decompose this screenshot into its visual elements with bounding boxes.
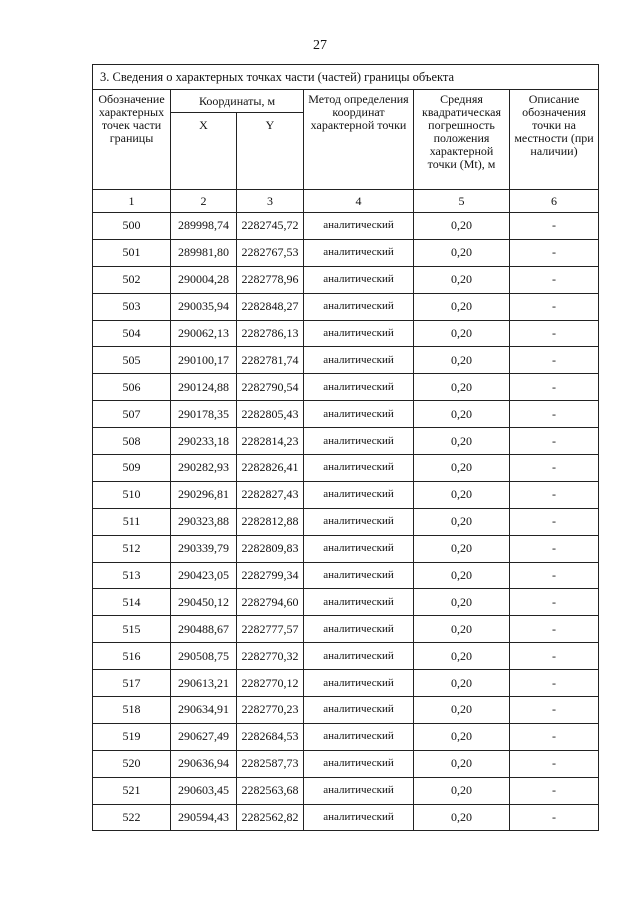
table-row	[93, 239, 599, 266]
table-row	[93, 616, 599, 643]
description-cell: -	[510, 562, 599, 589]
method-cell: аналитический	[304, 266, 414, 293]
method-cell: аналитический	[304, 804, 414, 831]
boundary-points-table	[92, 64, 599, 831]
table-row	[93, 428, 599, 455]
method-cell: аналитический	[304, 508, 414, 535]
y-coordinate-cell: 2282790,54	[237, 374, 304, 401]
column-number: 4	[304, 190, 414, 213]
y-coordinate-cell: 2282684,53	[237, 723, 304, 750]
point-number-cell: 516	[93, 643, 171, 670]
x-coordinate-cell: 290323,88	[171, 508, 237, 535]
error-cell: 0,20	[414, 428, 510, 455]
point-number-cell: 518	[93, 697, 171, 724]
y-coordinate-cell: 2282587,73	[237, 750, 304, 777]
error-cell: 0,20	[414, 723, 510, 750]
y-coordinate-cell: 2282809,83	[237, 535, 304, 562]
header-description: Описание обозначения точки на местности (при наличии)	[510, 90, 599, 190]
column-number: 1	[93, 190, 171, 213]
description-cell: -	[510, 320, 599, 347]
y-coordinate-cell: 2282799,34	[237, 562, 304, 589]
table-row	[93, 508, 599, 535]
description-cell: -	[510, 643, 599, 670]
method-cell: аналитический	[304, 723, 414, 750]
error-cell: 0,20	[414, 320, 510, 347]
point-number-cell: 501	[93, 239, 171, 266]
point-number-cell: 507	[93, 401, 171, 428]
point-number-cell: 520	[93, 750, 171, 777]
y-coordinate-cell: 2282777,57	[237, 616, 304, 643]
x-coordinate-cell: 290004,28	[171, 266, 237, 293]
method-cell: аналитический	[304, 697, 414, 724]
method-cell: аналитический	[304, 239, 414, 266]
description-cell: -	[510, 347, 599, 374]
point-number-cell: 504	[93, 320, 171, 347]
method-cell: аналитический	[304, 293, 414, 320]
table-row	[93, 804, 599, 831]
header-error: Средняя квадратическая погрешность положения характерной точки (Mt), м	[414, 90, 510, 190]
table-row	[93, 401, 599, 428]
y-coordinate-cell: 2282812,88	[237, 508, 304, 535]
error-cell: 0,20	[414, 374, 510, 401]
error-cell: 0,20	[414, 670, 510, 697]
description-cell: -	[510, 697, 599, 724]
point-number-cell: 506	[93, 374, 171, 401]
description-cell: -	[510, 481, 599, 508]
error-cell: 0,20	[414, 239, 510, 266]
section-title: 3. Сведения о характерных точках части (частей) границы объекта	[93, 65, 599, 90]
table-row	[93, 589, 599, 616]
x-coordinate-cell: 290124,88	[171, 374, 237, 401]
header-row-1	[93, 90, 599, 113]
table-row	[93, 670, 599, 697]
x-coordinate-cell: 290233,18	[171, 428, 237, 455]
x-coordinate-cell: 290508,75	[171, 643, 237, 670]
point-number-cell: 513	[93, 562, 171, 589]
table-row	[93, 320, 599, 347]
description-cell: -	[510, 239, 599, 266]
page-number: 27	[313, 38, 327, 53]
x-coordinate-cell: 290603,45	[171, 777, 237, 804]
x-coordinate-cell: 290100,17	[171, 347, 237, 374]
description-cell: -	[510, 293, 599, 320]
table-row	[93, 213, 599, 240]
error-cell: 0,20	[414, 293, 510, 320]
error-cell: 0,20	[414, 697, 510, 724]
x-coordinate-cell: 290594,43	[171, 804, 237, 831]
error-cell: 0,20	[414, 213, 510, 240]
x-coordinate-cell: 290634,91	[171, 697, 237, 724]
y-coordinate-cell: 2282826,41	[237, 455, 304, 482]
point-number-cell: 511	[93, 508, 171, 535]
table-row	[93, 750, 599, 777]
header-point-designation: Обозначение характерных точек части границы	[93, 90, 171, 190]
point-number-cell: 512	[93, 535, 171, 562]
y-coordinate-cell: 2282794,60	[237, 589, 304, 616]
table-row	[93, 481, 599, 508]
table-row	[93, 562, 599, 589]
description-cell: -	[510, 428, 599, 455]
method-cell: аналитический	[304, 374, 414, 401]
description-cell: -	[510, 723, 599, 750]
x-coordinate-cell: 290636,94	[171, 750, 237, 777]
method-cell: аналитический	[304, 401, 414, 428]
error-cell: 0,20	[414, 508, 510, 535]
table-row	[93, 374, 599, 401]
column-number: 2	[171, 190, 237, 213]
section-title-row	[93, 65, 599, 90]
method-cell: аналитический	[304, 643, 414, 670]
description-cell: -	[510, 804, 599, 831]
description-cell: -	[510, 508, 599, 535]
column-number: 5	[414, 190, 510, 213]
error-cell: 0,20	[414, 401, 510, 428]
y-coordinate-cell: 2282786,13	[237, 320, 304, 347]
y-coordinate-cell: 2282767,53	[237, 239, 304, 266]
point-number-cell: 514	[93, 589, 171, 616]
point-number-cell: 509	[93, 455, 171, 482]
error-cell: 0,20	[414, 562, 510, 589]
method-cell: аналитический	[304, 535, 414, 562]
x-coordinate-cell: 290627,49	[171, 723, 237, 750]
method-cell: аналитический	[304, 777, 414, 804]
error-cell: 0,20	[414, 455, 510, 482]
y-coordinate-cell: 2282745,72	[237, 213, 304, 240]
point-number-cell: 505	[93, 347, 171, 374]
point-number-cell: 500	[93, 213, 171, 240]
x-coordinate-cell: 290339,79	[171, 535, 237, 562]
x-coordinate-cell: 290423,05	[171, 562, 237, 589]
description-cell: -	[510, 616, 599, 643]
error-cell: 0,20	[414, 777, 510, 804]
method-cell: аналитический	[304, 428, 414, 455]
description-cell: -	[510, 401, 599, 428]
description-cell: -	[510, 266, 599, 293]
x-coordinate-cell: 290178,35	[171, 401, 237, 428]
y-coordinate-cell: 2282781,74	[237, 347, 304, 374]
method-cell: аналитический	[304, 750, 414, 777]
point-number-cell: 521	[93, 777, 171, 804]
method-cell: аналитический	[304, 455, 414, 482]
y-coordinate-cell: 2282563,68	[237, 777, 304, 804]
point-number-cell: 510	[93, 481, 171, 508]
description-cell: -	[510, 374, 599, 401]
x-coordinate-cell: 290613,21	[171, 670, 237, 697]
point-number-cell: 502	[93, 266, 171, 293]
method-cell: аналитический	[304, 347, 414, 374]
error-cell: 0,20	[414, 481, 510, 508]
x-coordinate-cell: 290035,94	[171, 293, 237, 320]
column-numbers-row	[93, 190, 599, 213]
description-cell: -	[510, 589, 599, 616]
description-cell: -	[510, 750, 599, 777]
y-coordinate-cell: 2282805,43	[237, 401, 304, 428]
column-number: 6	[510, 190, 599, 213]
x-coordinate-cell: 290282,93	[171, 455, 237, 482]
point-number-cell: 522	[93, 804, 171, 831]
x-coordinate-cell: 290450,12	[171, 589, 237, 616]
x-coordinate-cell: 289998,74	[171, 213, 237, 240]
x-coordinate-cell: 290488,67	[171, 616, 237, 643]
y-coordinate-cell: 2282562,82	[237, 804, 304, 831]
error-cell: 0,20	[414, 750, 510, 777]
header-x: X	[171, 113, 237, 190]
y-coordinate-cell: 2282770,12	[237, 670, 304, 697]
x-coordinate-cell: 290296,81	[171, 481, 237, 508]
method-cell: аналитический	[304, 320, 414, 347]
x-coordinate-cell: 289981,80	[171, 239, 237, 266]
header-coordinates: Координаты, м	[171, 90, 304, 113]
table-row	[93, 455, 599, 482]
y-coordinate-cell: 2282770,32	[237, 643, 304, 670]
table-row	[93, 697, 599, 724]
point-number-cell: 515	[93, 616, 171, 643]
method-cell: аналитический	[304, 670, 414, 697]
point-number-cell: 503	[93, 293, 171, 320]
error-cell: 0,20	[414, 643, 510, 670]
column-number: 3	[237, 190, 304, 213]
table-row	[93, 347, 599, 374]
header-method: Метод определения координат характерной точки	[304, 90, 414, 190]
y-coordinate-cell: 2282827,43	[237, 481, 304, 508]
error-cell: 0,20	[414, 347, 510, 374]
method-cell: аналитический	[304, 589, 414, 616]
table-row	[93, 723, 599, 750]
description-cell: -	[510, 670, 599, 697]
method-cell: аналитический	[304, 562, 414, 589]
point-number-cell: 519	[93, 723, 171, 750]
table-row	[93, 643, 599, 670]
table-row	[93, 535, 599, 562]
point-number-cell: 508	[93, 428, 171, 455]
header-y: Y	[237, 113, 304, 190]
error-cell: 0,20	[414, 535, 510, 562]
table-row	[93, 777, 599, 804]
error-cell: 0,20	[414, 804, 510, 831]
point-number-cell: 517	[93, 670, 171, 697]
y-coordinate-cell: 2282770,23	[237, 697, 304, 724]
error-cell: 0,20	[414, 266, 510, 293]
table-row	[93, 266, 599, 293]
description-cell: -	[510, 777, 599, 804]
x-coordinate-cell: 290062,13	[171, 320, 237, 347]
table-row	[93, 293, 599, 320]
description-cell: -	[510, 213, 599, 240]
method-cell: аналитический	[304, 481, 414, 508]
y-coordinate-cell: 2282778,96	[237, 266, 304, 293]
error-cell: 0,20	[414, 589, 510, 616]
description-cell: -	[510, 455, 599, 482]
method-cell: аналитический	[304, 616, 414, 643]
description-cell: -	[510, 535, 599, 562]
y-coordinate-cell: 2282814,23	[237, 428, 304, 455]
error-cell: 0,20	[414, 616, 510, 643]
y-coordinate-cell: 2282848,27	[237, 293, 304, 320]
method-cell: аналитический	[304, 213, 414, 240]
